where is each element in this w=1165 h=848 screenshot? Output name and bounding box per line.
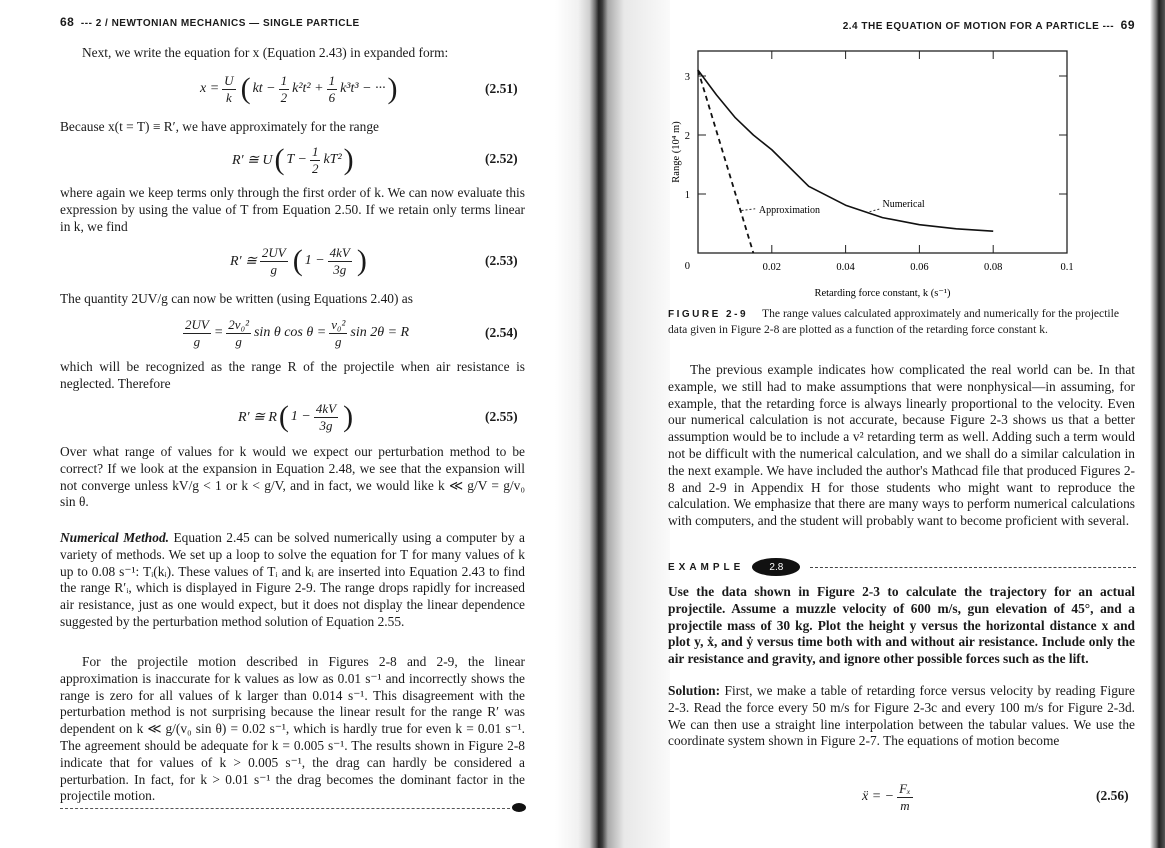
annotation-numerical: Numerical — [882, 198, 925, 210]
example-label: EXAMPLE — [668, 561, 745, 573]
solution-label: Solution: — [668, 683, 721, 698]
example-number-badge: 2.8 — [752, 558, 800, 576]
eq-part: 6 — [328, 89, 336, 105]
eq-part: T − — [286, 152, 307, 167]
eq-part: 1 — [280, 72, 288, 88]
book-gutter-shadow — [555, 0, 670, 848]
paragraph: which will be recognized as the range R of the projectile when air resistance is neglected. Therefore — [60, 359, 525, 391]
paragraph: Because x(t = T) ≡ R′, we have approximately for the range — [60, 119, 379, 134]
equation-number: (2.56) — [1096, 788, 1129, 803]
paragraph: The quantity 2UV/g can now be written (using Equations 2.40) as — [60, 291, 413, 306]
paragraph-numerical-method — [60, 530, 525, 631]
eq-part: 1 − — [290, 409, 311, 424]
example-rule — [810, 567, 1136, 568]
eq-part: kt − — [252, 81, 276, 96]
eq-part: 4kV — [315, 400, 337, 416]
equation-2-55: R′ ≅ R ( 1 − $\frac{4kV}{3g}$ ) — [238, 400, 354, 433]
run-in-heading: Numerical Method. — [60, 530, 169, 545]
eq-part: 3g — [333, 261, 347, 277]
eq-part: 4kV — [329, 244, 350, 260]
eq-part: g — [193, 333, 201, 349]
annotation-leader — [870, 209, 881, 212]
x-tick-label: 0.06 — [910, 262, 929, 273]
y-tick-label: 2 — [684, 131, 690, 142]
equation-2-53: R′ ≅ 2UV g ( 1 − $\frac{4kV}{3g}$ ) — [230, 244, 367, 277]
eq-part: sin 2θ = R — [350, 325, 410, 340]
y-tick-label: 0 — [684, 261, 690, 272]
paragraph: For the projectile motion described in Figures 2-8 and 2-9, the linear approximation is inaccurate for k values as low as 0.01 s⁻¹ and incorrectly shows the range is zero for all values of k larger than 0.014 s⁻¹. This disagreement with the perturbation method is not surprising because the linear result for the range R′ was dependent on k ≪ g/(v₀ sin θ) = 0.02 s⁻¹, which is hardly true for even k = 0.01 s⁻¹. The agreement should be adequate for k = 0.005 s⁻¹. The results shown in Figure 2-8 indicate that for values of k > 0.005 s⁻¹, the drag can hardly be considered a perturbation. In fact, for k > 0.01 s⁻¹ the drag becomes the dominant factor in the projectile motion. — [60, 654, 525, 804]
example-problem: Use the data shown in Figure 2-3 to calculate the trajectory for an actual projectile. Assume a muzzle velocity of 600 m/s, gun elevation of 45°, and a projectile mass of 30 kg. Plot the height y versus the horizontal distance x and plot y, ẋ, and ẏ versus time both with and without air resistance. Include only the air resistance and gravity, and ignore other possible forces such as the lift. — [668, 584, 1135, 667]
paragraph: where again we keep terms only through the first order of k. We can now evaluate this expression by using the value of T from Equation 2.50. If we retain only terms linear in k, we find — [60, 185, 525, 234]
equation-2-51: x = $\frac{U}{k}$ ( kt − $\frac{1}{2}$ k²t² + $\frac{1}{6}$ k³t³ − ··· ) — [200, 72, 398, 105]
eq-part: 1 − — [304, 253, 325, 268]
eq-part: 2v₀² — [228, 316, 249, 332]
eq-part: Fₓ — [899, 780, 911, 796]
eq-part: 2 — [311, 160, 319, 176]
equation-number: (2.53) — [485, 253, 518, 268]
caption-text: The range values calculated approximately and numerically for the projectile data given in Figure 2-8 are plotted as a function of the retarding force constant k. — [668, 307, 1120, 336]
eq-part: R′ ≅ U — [232, 152, 273, 168]
eq-part: 2UV — [185, 316, 209, 332]
right-head-text: 2.4 THE EQUATION OF MOTION FOR A PARTICLE --- — [842, 21, 1115, 32]
figure-2-9-chart — [660, 40, 1160, 302]
eq-part: k³t³ − ··· — [340, 81, 386, 96]
paragraph: Next, we write the equation for x (Equation 2.43) in expanded form: — [82, 45, 449, 60]
left-page-number: 68 — [60, 15, 75, 29]
eq-part: kT² — [323, 152, 342, 167]
annotation-leader — [742, 209, 756, 211]
eq-part: = — [213, 325, 224, 340]
solution-paragraph — [668, 683, 1135, 750]
eq-part: 2 — [280, 89, 288, 105]
x-axis-label: Retarding force constant, k (s⁻¹) — [814, 288, 951, 299]
eq-part: 3g — [319, 417, 333, 433]
section-end-marker — [512, 803, 526, 812]
equation-number: (2.51) — [485, 81, 518, 96]
y-axis-label: Range (10⁴ m) — [671, 121, 682, 183]
figure-label: FIGURE 2-9 — [668, 309, 749, 320]
series-line-numerical — [698, 70, 993, 231]
right-page-number: 69 — [1120, 18, 1135, 32]
annotation-approximation: Approximation — [758, 204, 820, 216]
left-head-text: --- 2 / NEWTONIAN MECHANICS — SINGLE PARTICLE — [80, 18, 360, 29]
example-heading — [668, 558, 1136, 576]
x-tick-label: 0.02 — [762, 262, 781, 273]
eq-part: R′ ≅ R — [238, 409, 277, 425]
eq-part: k²t² + — [292, 81, 324, 96]
eq-part: k — [225, 89, 232, 105]
eq-part: 1 — [328, 72, 336, 88]
eq-part: g — [335, 333, 342, 349]
eq-part: 2UV — [261, 244, 286, 260]
equation-2-56 — [862, 778, 916, 816]
eq-part: v₀² — [331, 316, 346, 332]
section-end-rule — [60, 808, 510, 809]
left-running-head — [60, 15, 360, 29]
x-tick-label: 0.1 — [1060, 262, 1074, 273]
plot-frame — [698, 51, 1067, 253]
y-tick-label: 3 — [684, 72, 690, 83]
paragraph: The previous example indicates how complicated the real world can be. In that example, we still had to make assumptions that were nonphysical—in assuming, for example, that the retarding force is always linearly proportional to the velocity. Even our numerical calculation is not accurate, because Figure 2-3 shows us that a better assumption would be to include a v² retarding term as well. Adding such a term would not be difficult with the numerical calculation, and we shall do a similar calculation in the next example. We have included the author's Mathcad file that produced Figures 2-8 and 2-9 in Appendix H for those students who might want to reproduce the calculation. We emphasize that there are many ways to perform numerical calculations with computers, and the student will probably want to become proficient with several. — [668, 362, 1135, 529]
right-running-head — [800, 18, 1135, 32]
eq-part: g — [235, 333, 242, 349]
series-line-approximation — [698, 70, 753, 253]
figure-caption — [668, 306, 1138, 337]
equation-number: (2.54) — [485, 325, 518, 340]
eq-part: 1 — [311, 143, 319, 159]
paragraph-text: Equation 2.45 can be solved numerically using a computer by a variety of methods. We set up a loop to solve the equation for T for many values of k up to 0.08 s⁻¹: Tᵢ(kᵢ). These values of Tᵢ and kᵢ are inserted into Equation 2.43 to find the range R′ᵢ, which is displayed in Figure 2-9. The range drops rapidly for increased air resistance, just as one would expect, but it does not display the linear dependence suggested by the perturbation method solution of Equation 2.55. — [60, 530, 525, 629]
paragraph: Over what range of values for k would we expect our perturbation method to be correct? If we look at the expansion in Equation 2.48, we see that the expansion will not converge unless kV/g < 1 or k < g/V, and in fact, we would like k ≪ g/V = g/v₀ sin θ. — [60, 444, 525, 510]
eq-part: sin θ cos θ = — [253, 325, 327, 340]
eq-part: x = — [200, 81, 220, 96]
x-tick-label: 0.04 — [836, 262, 855, 273]
y-tick-label: 1 — [684, 190, 690, 201]
equation-number: (2.52) — [485, 151, 518, 166]
x-tick-label: 0.08 — [984, 262, 1003, 273]
equation-2-54 — [180, 314, 409, 352]
eq-part: m — [900, 797, 910, 813]
equation-number: (2.55) — [485, 409, 518, 424]
equation-2-52: R′ ≅ U ( T − $\frac{1}{2}$ kT² ) — [232, 143, 354, 176]
solution-text: First, we make a table of retarding force versus velocity by reading Figure 2-3. Read the force every 50 m/s for Figure 2-3c and every 100 m/s for Figure 2-3d. We can then use a straight line interpolation between the tabular values. We use the coordinate system shown in Figure 2-7. The equations of motion become — [668, 683, 1135, 749]
eq-part: U — [224, 72, 234, 88]
eq-part: ẍ = − — [862, 789, 895, 804]
eq-part: g — [270, 261, 278, 277]
eq-part: R′ ≅ — [230, 253, 257, 269]
